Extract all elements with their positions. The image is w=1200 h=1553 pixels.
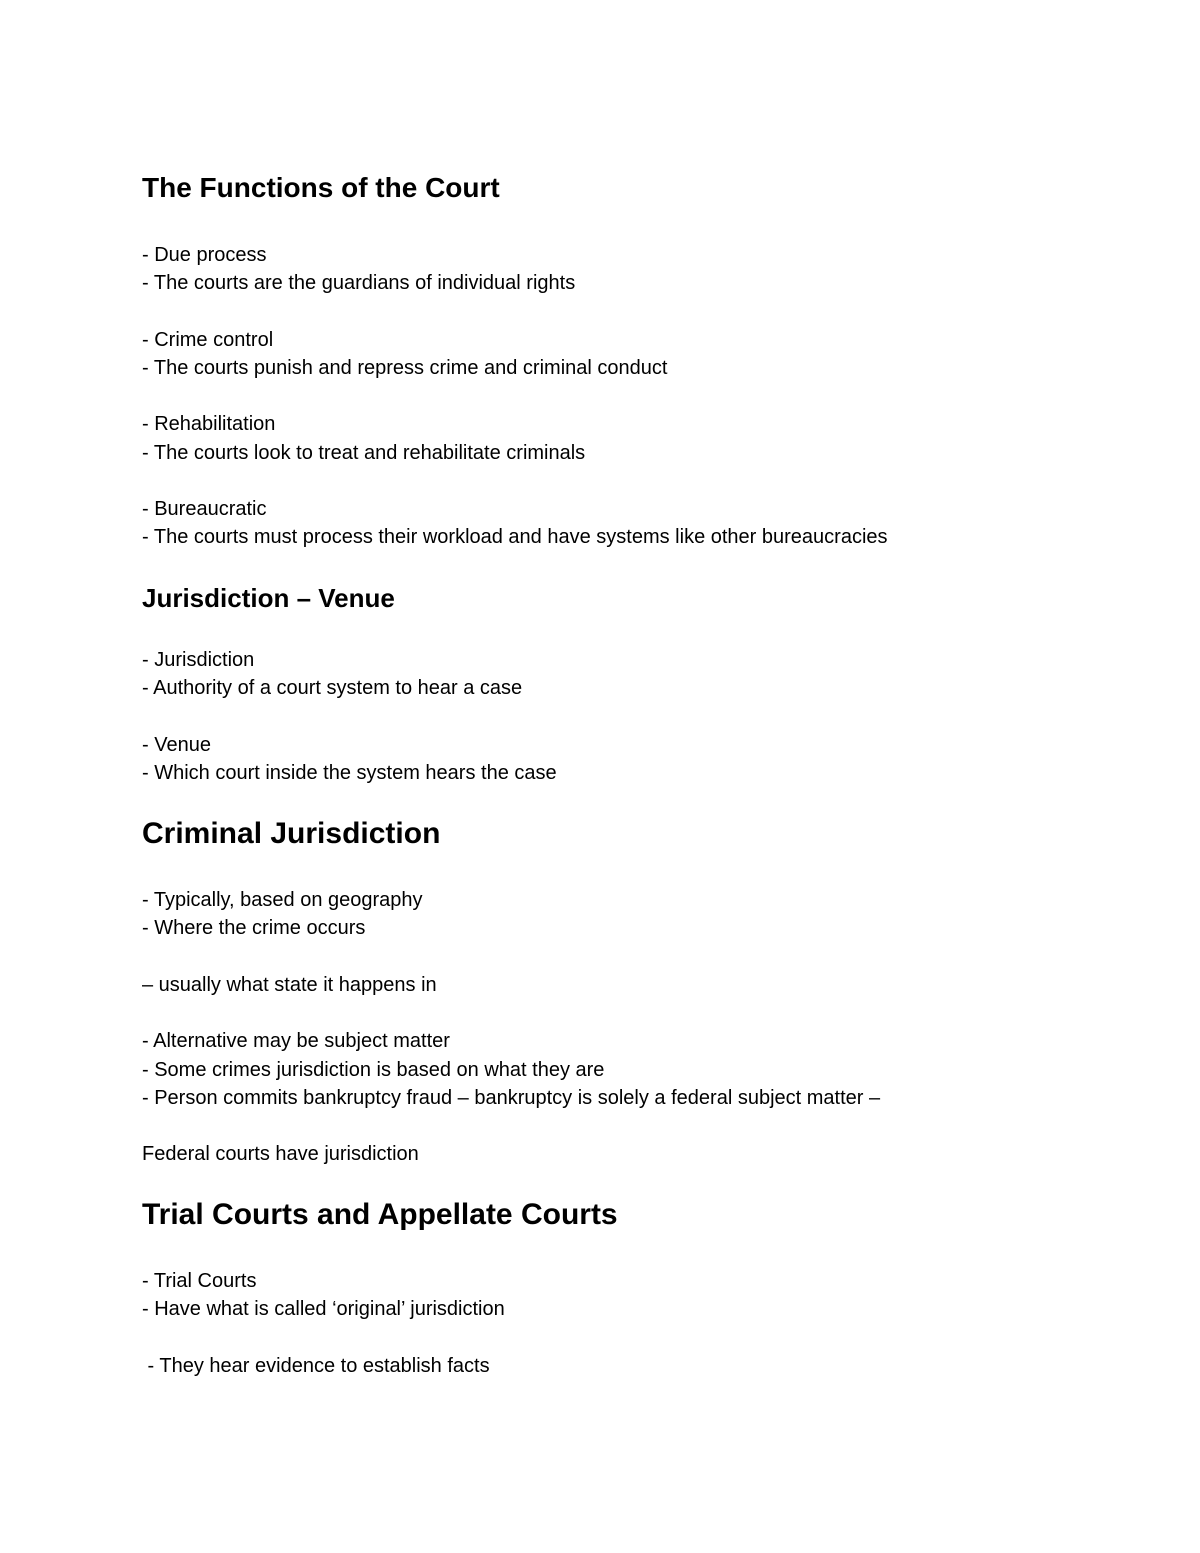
list-item: - Rehabilitation <box>142 413 276 435</box>
list-item: - Where the crime occurs <box>142 917 366 939</box>
list-item: - Crime control <box>142 329 274 351</box>
section-jurisdiction-venue <box>142 583 1142 614</box>
section-heading: The Functions of the Court <box>142 172 500 203</box>
list-item: - Alternative may be subject matter <box>142 1030 450 1052</box>
list-item: - Which court inside the system hears the case <box>142 762 557 784</box>
section-heading: Criminal Jurisdiction <box>142 817 441 850</box>
list-item: - Trial Courts <box>142 1270 257 1292</box>
section-criminal-jurisdiction <box>142 817 1142 851</box>
list-item: - Authority of a court system to hear a case <box>142 677 523 699</box>
list-item: - Typically, based on geography <box>142 889 423 911</box>
list-item: - Venue <box>142 734 211 756</box>
list-item: - They hear evidence to establish facts <box>142 1355 490 1377</box>
section-heading: Jurisdiction – Venue <box>142 583 395 613</box>
list-item: - Jurisdiction <box>142 649 255 671</box>
section-trial-appellate <box>142 1198 1142 1232</box>
list-item: - The courts punish and repress crime and criminal conduct <box>142 357 668 379</box>
list-item: – usually what state it happens in <box>142 974 437 996</box>
list-item: - Have what is called ‘original’ jurisdiction <box>142 1298 505 1320</box>
list-item: - Person commits bankruptcy fraud – bankruptcy is solely a federal subject matter – <box>142 1087 881 1109</box>
section-functions-of-court <box>142 172 1142 204</box>
list-item: - Due process <box>142 244 267 266</box>
list-item: - The courts look to treat and rehabilitate criminals <box>142 442 586 464</box>
section-heading: Trial Courts and Appellate Courts <box>142 1198 618 1231</box>
list-item: - Bureaucratic <box>142 498 267 520</box>
list-item: Federal courts have jurisdiction <box>142 1143 419 1165</box>
list-item: - Some crimes jurisdiction is based on what they are <box>142 1059 605 1081</box>
list-item: - The courts must process their workload and have systems like other bureaucracies <box>142 526 888 548</box>
list-item: - The courts are the guardians of individual rights <box>142 272 576 294</box>
